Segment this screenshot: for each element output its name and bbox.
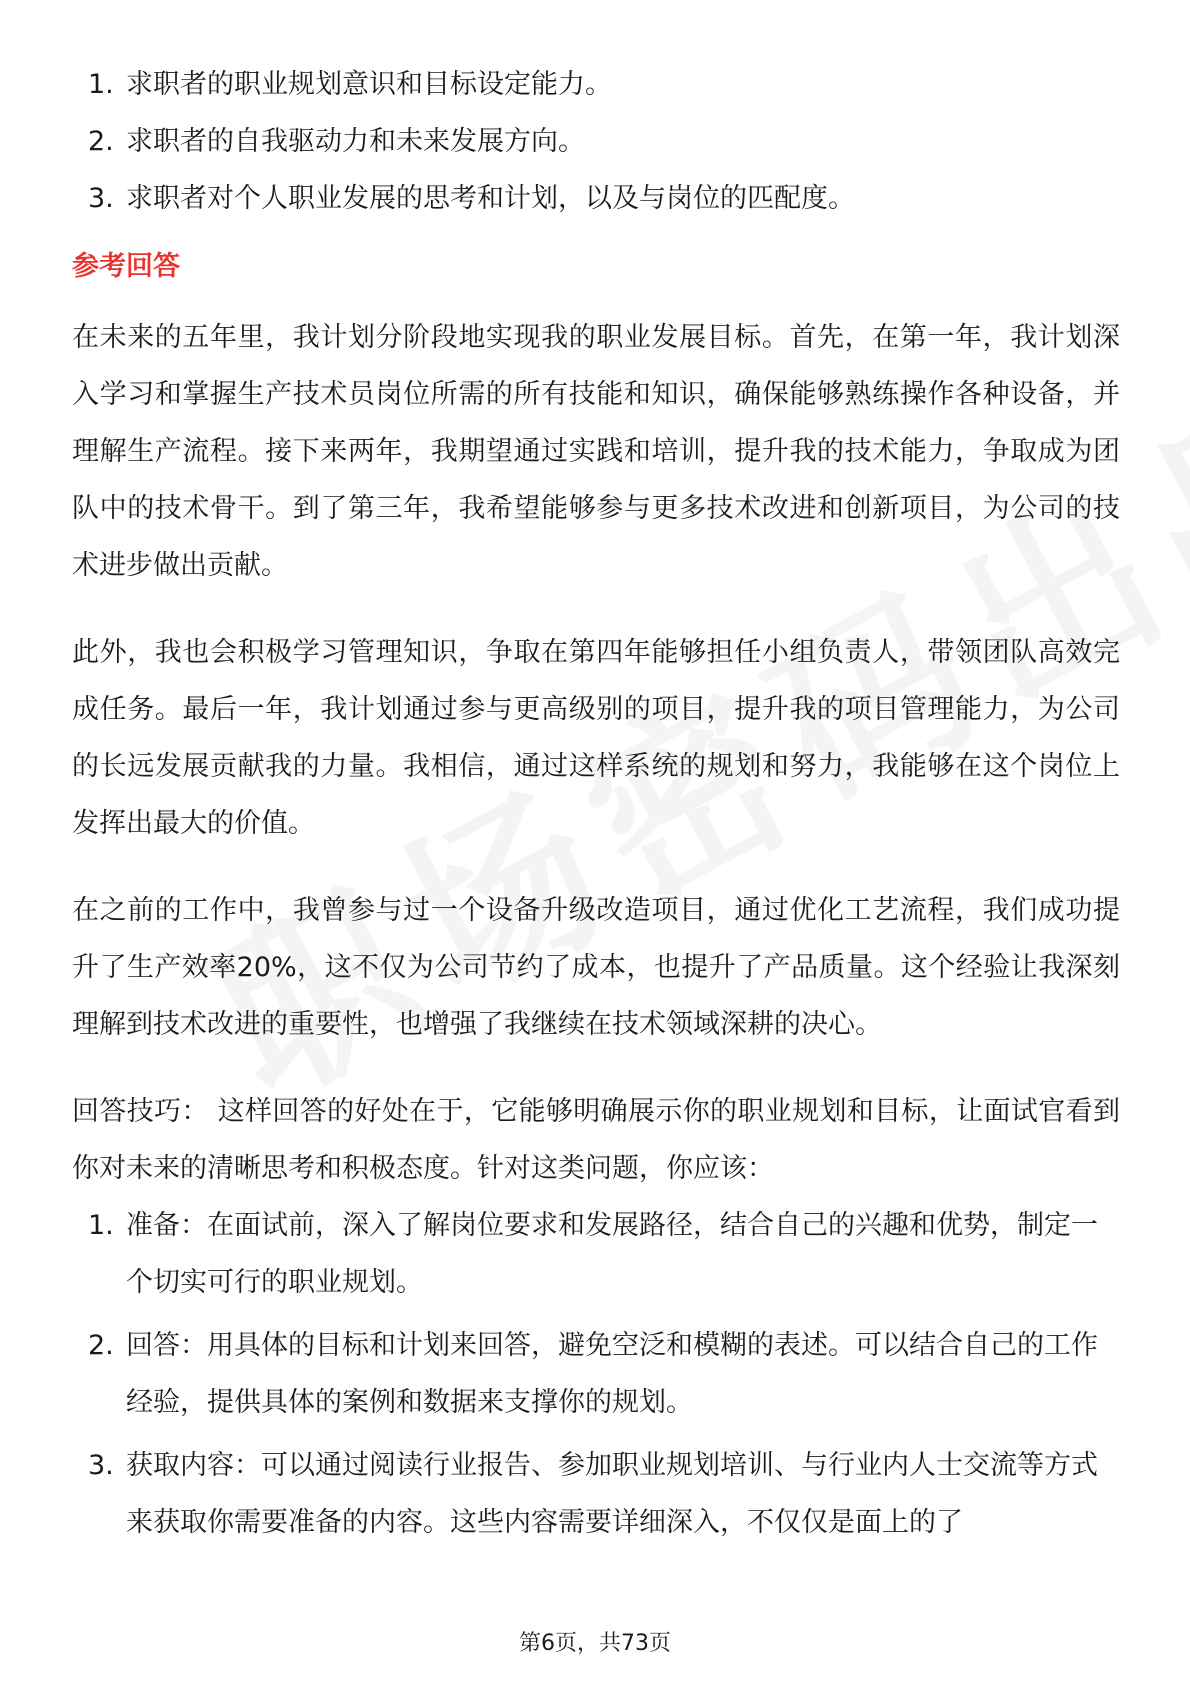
list-item-text: 求职者对个人职业发展的思考和计划，以及与岗位的匹配度。 — [126, 183, 855, 214]
list-item — [72, 56, 1120, 113]
criteria-list — [72, 56, 1120, 227]
list-item — [72, 113, 1120, 170]
list-item — [72, 1437, 1120, 1551]
tips-paragraph: 回答技巧： 这样回答的好处在于，它能够明确展示你的职业规划和目标，让面试官看到你对未来的清晰思考和积极态度。针对这类问题，你应该： — [72, 1096, 1120, 1184]
list-number: 1. — [88, 1210, 114, 1241]
paragraph: 此外，我也会积极学习管理知识，争取在第四年能够担任小组负责人，带领团队高效完成任务。最后一年，我计划通过参与更高级别的项目，提升我的项目管理能力，为公司的长远发展贡献我的力量。我相信，通过这样系统的规划和努力，我能够在这个岗位上发挥出最大的价值。 — [72, 637, 1120, 839]
list-item-text: 准备：在面试前，深入了解岗位要求和发展路径，结合自己的兴趣和优势，制定一个切实可行的职业规划。 — [126, 1210, 1098, 1298]
list-number: 2. — [88, 126, 114, 157]
list-item-text: 回答：用具体的目标和计划来回答，避免空泛和模糊的表述。可以结合自己的工作经验，提供具体的案例和数据来支撑你的规划。 — [126, 1330, 1098, 1418]
page-content — [72, 56, 1120, 1557]
tips-list — [72, 1197, 1120, 1551]
list-item-text: 求职者的职业规划意识和目标设定能力。 — [126, 69, 612, 100]
section-heading: 参考回答 — [72, 251, 180, 282]
list-item — [72, 1197, 1120, 1311]
paragraph: 在之前的工作中，我曾参与过一个设备升级改造项目，通过优化工艺流程，我们成功提升了生产效率20%，这不仅为公司节约了成本，也提升了产品质量。这个经验让我深刻理解到技术改进的重要性，也增强了我继续在技术领域深耕的决心。 — [72, 895, 1120, 1040]
list-item — [72, 1317, 1120, 1431]
list-item — [72, 170, 1120, 227]
list-number: 3. — [88, 183, 114, 214]
paragraph: 在未来的五年里，我计划分阶段地实现我的职业发展目标。首先，在第一年，我计划深入学习和掌握生产技术员岗位所需的所有技能和知识，确保能够熟练操作各种设备，并理解生产流程。接下来两年，我期望通过实践和培训，提升我的技术能力，争取成为团队中的技术骨干。到了第三年，我希望能够参与更多技术改进和创新项目，为公司的技术进步做出贡献。 — [72, 322, 1120, 581]
list-number: 2. — [88, 1330, 114, 1361]
list-number: 1. — [88, 69, 114, 100]
list-item-text: 获取内容：可以通过阅读行业报告、参加职业规划培训、与行业内人士交流等方式来获取你需要准备的内容。这些内容需要详细深入，不仅仅是面上的了 — [126, 1450, 1098, 1538]
page-footer: 第6页，共73页 — [519, 1631, 671, 1656]
list-item-text: 求职者的自我驱动力和未来发展方向。 — [126, 126, 585, 157]
list-number: 3. — [88, 1450, 114, 1481]
